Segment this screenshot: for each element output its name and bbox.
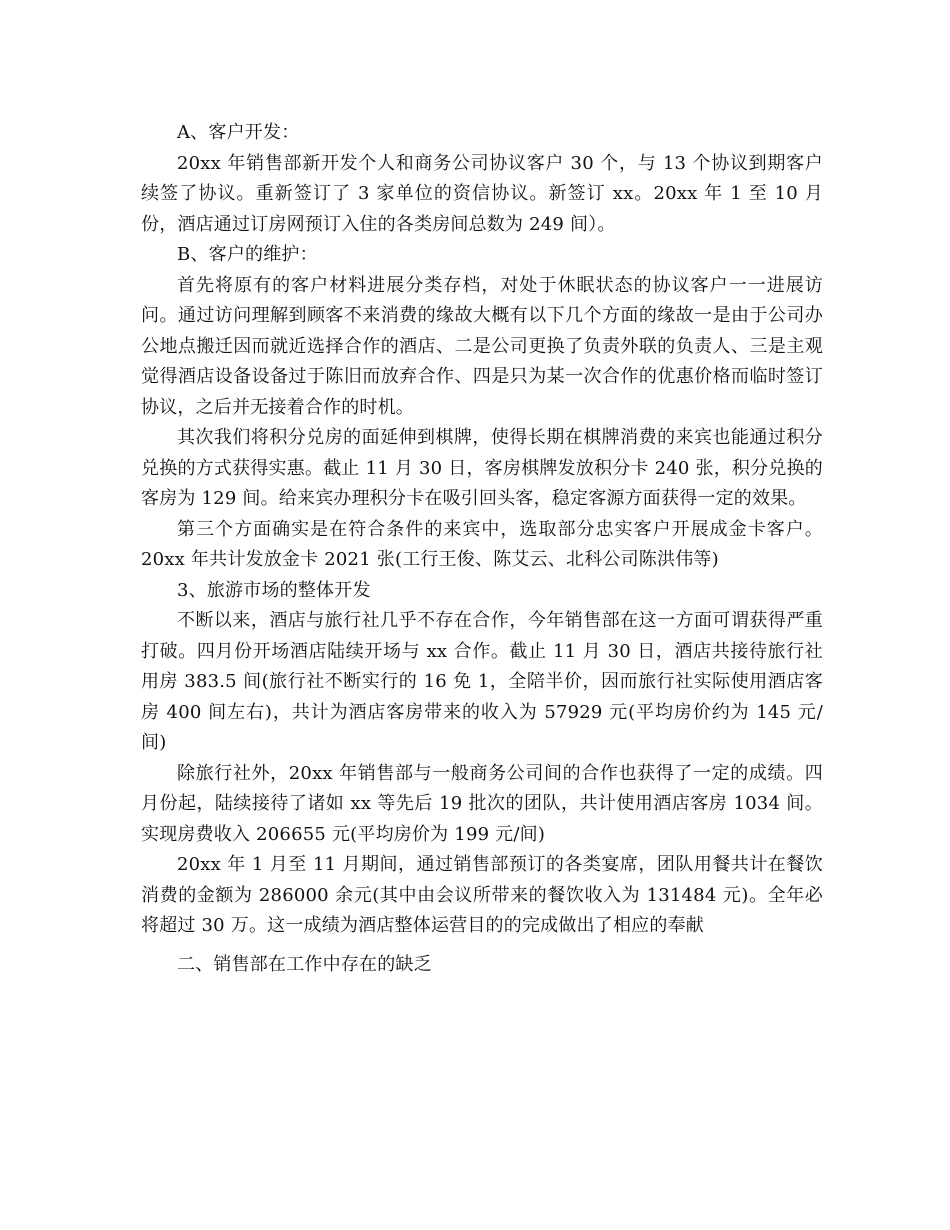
heading-shortcomings: 二、销售部在工作中存在的缺乏 bbox=[177, 953, 432, 975]
heading-customer-development: A、客户开发： bbox=[177, 122, 300, 143]
paragraph-customer-development: 20xx 年销售部新开发个人和商务公司协议客户 30 个，与 13 个协议到期客户续签了协议。重新签订了 3 家单位的资信协议。新签订 xx。20xx 年 1 至 10 月份，酒店通过订房网预订入住的各类房间总数为 249 间）。 bbox=[141, 152, 823, 235]
paragraph-travel-agency: 不断以来，酒店与旅行社几乎不存在合作，今年销售部在这一方面可谓获得严重打破。四月份开场酒店陆续开场与 xx 合作。截止 11 月 30 日，酒店共接待旅行社用房 383.5 间(旅行社不断实行的 16 免 1，全陪半价，因而旅行社实际使用酒店客房 400 间左右)，共计为酒店客房带来的收入为 57929 元(平均房价约为 145 元/间) bbox=[141, 610, 823, 753]
paragraph-business-companies: 除旅行社外，20xx 年销售部与一般商务公司间的合作也获得了一定的成绩。四月份起，陆续接待了诸如 xx 等先后 19 批次的团队，共计使用酒店客房 1034 间。实现房费收入 206655 元(平均房价为 199 元/间) bbox=[141, 762, 823, 845]
document-body bbox=[141, 118, 823, 980]
paragraph-gold-card: 第三个方面确实是在符合条件的来宾中，选取部分忠实客户开展成金卡客户。20xx 年共计发放金卡 2021 张(工行王俊、陈艾云、北科公司陈洪伟等) bbox=[141, 518, 823, 570]
heading-customer-maintenance: B、客户的维护： bbox=[177, 244, 318, 265]
paragraph-banquet-revenue: 20xx 年 1 月至 11 月期间，通过销售部预订的各类宴席，团队用餐共计在餐饮消费的金额为 286000 余元(其中由会议所带来的餐饮收入为 131484 元)。全年必将超过 30 万。这一成绩为酒店整体运营目的的完成做出了相应的奉献 bbox=[141, 854, 823, 936]
heading-tourism-market: 3、旅游市场的整体开发 bbox=[177, 579, 371, 601]
paragraph-customer-visits: 首先将原有的客户材料进展分类存档，对处于休眠状态的协议客户一一进展访问。通过访问理解到顾客不来消费的缘故大概有以下几个方面的缘故一是由于公司办公地点搬迁因而就近选择合作的酒店、二是公司更换了负责外联的负责人、三是主观觉得酒店设备设备过于陈旧而放弃合作、四是只为某一次合作的优惠价格而临时签订协议，之后并无接着合作的时机。 bbox=[141, 274, 823, 418]
paragraph-points-exchange: 其次我们将积分兑房的面延伸到棋牌，使得长期在棋牌消费的来宾也能通过积分兑换的方式获得实惠。截止 11 月 30 日，客房棋牌发放积分卡 240 张，积分兑换的客房为 129 间。给来宾办理积分卡在吸引回头客，稳定客源方面获得一定的效果。 bbox=[141, 427, 823, 509]
